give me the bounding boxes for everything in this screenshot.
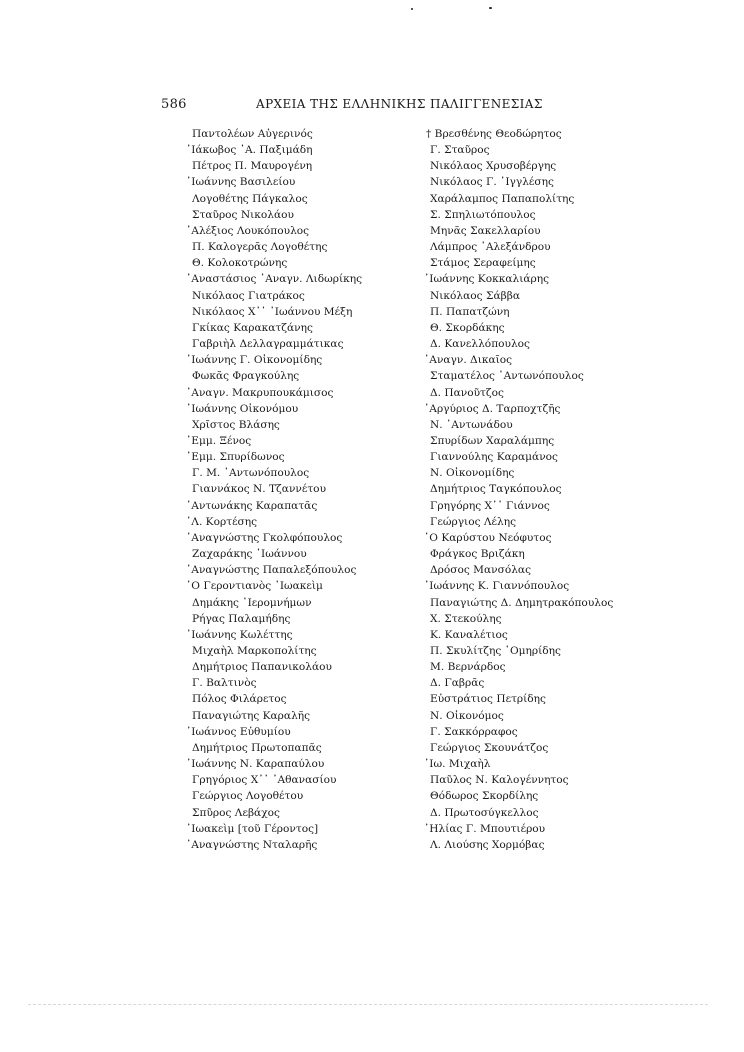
signatory-name: Λάμπρος ᾿Αλεξάνδρου	[430, 241, 551, 254]
signatory-name: Γιαννούλης Καραμάνος	[430, 451, 558, 464]
signatory-name: Γρηγόριος Χ᾿᾿ ᾿Αθανασίου	[192, 774, 337, 787]
signatory-name: Π. Παπατζώνη	[430, 305, 510, 318]
signatory-name: Γαβριὴλ Δελλαγραμμάτικας	[192, 338, 344, 351]
signatory-name: ᾿Ιωάννης Βασιλείου	[186, 176, 296, 189]
signatory-name: ᾿Ιωάννος Εὐθυμίου	[186, 725, 291, 738]
signatory-name: ᾿Ιω. Μιχαὴλ	[424, 758, 491, 771]
scan-speck	[411, 8, 413, 10]
signatory-name: Μ. Βερνάρδος	[430, 661, 506, 674]
signatory-name: Γ. Βαλτινὸς	[192, 677, 257, 690]
signatory-name: Σπυρίδων Χαραλάμπης	[430, 434, 555, 447]
signatory-name: Δ. Πρωτοσύγκελλος	[430, 806, 539, 819]
signatory-name: Κ. Καναλέτιος	[430, 628, 508, 641]
signatory-name: ᾿Ιωάννης Οἰκονόμου	[186, 402, 299, 415]
signatory-name: ᾿Αναστάσιος ᾿Αναγν. Λιδωρίκης	[186, 273, 363, 286]
signatory-name: Π. Σκυλίτζης ῾Ομηρίδης	[430, 645, 561, 657]
signatory-name: Σ. Σπηλιωτόπουλος	[430, 208, 536, 221]
signatory-name: Θόδωρος Σκορδίλης	[430, 790, 539, 803]
signatory-name: Δημάκης ῾Ιερομνήμων	[192, 596, 312, 609]
signatory-name: Χαράλαμπος Παπαπολίτης	[430, 192, 575, 205]
running-title: ΑΡΧΕΙΑ ΤΗΣ ΕΛΛΗΝΙΚΗΣ ΠΑΛΙΓΓΕΝΕΣΙΑΣ	[256, 97, 543, 111]
signatory-name: ᾿Αναγνώστης Νταλαρῆς	[186, 838, 318, 851]
left-signature-column	[186, 126, 362, 853]
signatory-name: Λ. Λιούσης Χορμόβας	[430, 838, 545, 851]
signatory-name: Ζαχαράκης ᾿Ιωάννου	[192, 548, 307, 561]
signatory-name: Νικόλαος Γιατράκος	[192, 289, 305, 302]
signatory-name: Δημήτριος Ταγκόπουλος	[430, 483, 562, 496]
signatory-name: ᾿Αναγν. Δικαῖος	[424, 354, 513, 367]
signatory-name: Νικόλαος Χρυσοβέργης	[430, 160, 557, 173]
signatory-name: Γεώργιος Σκουνάτζος	[430, 741, 549, 754]
signatory-name: Νικόλαος Γ. ᾿Ιγγλέσης	[430, 176, 554, 189]
signatory-name: Παντολέων Αὐγερινός	[192, 128, 313, 140]
signatory-name: Γιαννάκος Ν. Τζαννέτου	[192, 483, 327, 496]
signatory-name: ᾿Ηλίας Γ. Μπουτιέρου	[424, 822, 546, 835]
signatory-name: Δημήτριος Πρωτοπαπᾶς	[192, 741, 322, 754]
signatory-name: Θ. Σκορδάκης	[430, 321, 505, 334]
signatory-name: Παῦλος Ν. Καλογέννητος	[430, 774, 569, 787]
signatory-name: ᾿Εμμ. Ξένος	[186, 434, 252, 447]
signatory-name: Γρηγόρης Χ᾿᾿ Γιάννος	[430, 499, 550, 512]
signatory-name: Πόλος Φιλάρετος	[192, 693, 287, 706]
signatory-name: ᾿Αργύριος Δ. Ταρποχτζῆς	[424, 402, 561, 415]
signatory-name: Γ. Σακκόρραφος	[430, 725, 518, 738]
signatory-name: Γκίκας Καρακατζάνης	[192, 321, 313, 334]
signatory-name: Γ. Σταῦρος	[430, 144, 490, 157]
signatory-name: Εὐστράτιος Πετρίδης	[430, 693, 546, 706]
signatory-name: Χ. Στεκούλης	[430, 612, 502, 625]
signatory-name: Θ. Κολοκοτρώνης	[192, 257, 288, 270]
signatory-name: Μιχαὴλ Μαρκοπολίτης	[192, 645, 317, 657]
signatory-name: Ν. Οἰκονομίδης	[430, 467, 515, 480]
signatory-name: Γεώργιος Λέλης	[430, 515, 517, 528]
signatory-name: Ρήγας Παλαμήδης	[192, 612, 291, 625]
scan-artifact-line	[28, 1004, 708, 1005]
signatory-name: ᾿Ιωάννης Ν. Καραπαύλου	[186, 758, 325, 771]
signatory-name: Φωκᾶς Φραγκούλης	[192, 370, 300, 383]
signatory-name: ᾿Ιωακεὶμ [τοῦ Γέροντος]	[186, 822, 319, 835]
signatory-name: Χρῖστος Βλάσης	[192, 418, 280, 431]
signatory-name: Νικόλαος Σάββα	[430, 289, 521, 302]
signatory-name: ᾿Ιωάννης Γ. Οἰκονομίδης	[186, 354, 323, 367]
signatory-name: Γ. Μ. ᾿Αντωνόπουλος	[192, 467, 310, 480]
signatory-name: † Βρεσθένης Θεοδώρητος	[426, 128, 562, 140]
signatory-name: ᾿Αναγν. Μακρυπουκάμισος	[186, 386, 334, 399]
signatory-name: ᾿Ιάκωβος ᾿Α. Παξιμάδη	[186, 144, 313, 157]
page-number: 586	[161, 97, 187, 112]
signatory-name: Στάμος Σεραφείμης	[430, 257, 536, 270]
signatory-name: Σταματέλος ᾿Αντωνόπουλος	[430, 370, 584, 383]
signatory-name: Νικόλαος Χ᾿᾿ ᾿Ιωάννου Μέξη	[192, 305, 353, 318]
signatory-name: Σταῦρος Νικολάου	[192, 208, 294, 221]
signatory-name: Πέτρος Π. Μαυρογένη	[192, 160, 313, 173]
signatory-name: ᾿Ιωάννης Κωλέττης	[186, 628, 293, 641]
signatory-name: ῾Ο Καρύστου Νεόφυτος	[424, 531, 552, 544]
signatory-name: ᾿Ιωάννης Κοκκαλιάρης	[424, 273, 550, 286]
signatory-name: Φράγκος Βριζάκη	[430, 548, 525, 561]
signatory-name: Δ. Κανελλόπουλος	[430, 338, 530, 351]
signatory-name: ᾿Αντωνάκης Καραπατᾶς	[186, 499, 318, 512]
signatory-name: Ν. ᾿Αντωνάδου	[430, 418, 513, 431]
signatory-name: Δ. Πανοῦτζος	[430, 386, 504, 399]
signatory-name: Παναγιώτης Καραλῆς	[192, 709, 311, 722]
signatory-name: ᾿Αλέξιος Λουκόπουλος	[186, 224, 310, 237]
signatory-name: ᾿Αναγνώστης Γκολφόπουλος	[186, 531, 343, 544]
signatory-name: Σπῦρος Λεβάχος	[192, 806, 280, 819]
signatory-name: Γεώργιος Λογοθέτου	[192, 790, 304, 803]
signatory-name: ᾿Αναγνώστης Παπαλεξόπουλος	[186, 564, 357, 577]
signatory-name: ᾿Εμμ. Σπυρίδωνος	[186, 451, 285, 464]
scan-speck	[489, 7, 492, 9]
signatory-name: Ν. Οἰκονόμος	[430, 709, 504, 722]
signatory-name: Δρόσος Μανσόλας	[430, 564, 532, 577]
signatory-name: ῾Ο Γεροντιανὸς ᾿Ιωακεὶμ	[186, 580, 323, 593]
signatory-name: ᾿Ιωάννης Κ. Γιαννόπουλος	[424, 580, 570, 593]
signatory-name: Δ. Γαβρᾶς	[430, 677, 485, 690]
signatory-name: Παναγιώτης Δ. Δημητρακόπουλος	[430, 596, 614, 609]
signatory-name: Π. Καλογερᾶς Λογοθέτης	[192, 241, 328, 254]
signatory-name: Δημήτριος Παπανικολάου	[192, 661, 332, 674]
signatory-name: ᾿Λ. Κορτέσης	[186, 515, 258, 528]
signatory-name: Μηνᾶς Σακελλαρίου	[430, 224, 541, 237]
right-signature-column	[424, 126, 613, 853]
signatory-name: Λογοθέτης Πάγκαλος	[192, 192, 308, 205]
